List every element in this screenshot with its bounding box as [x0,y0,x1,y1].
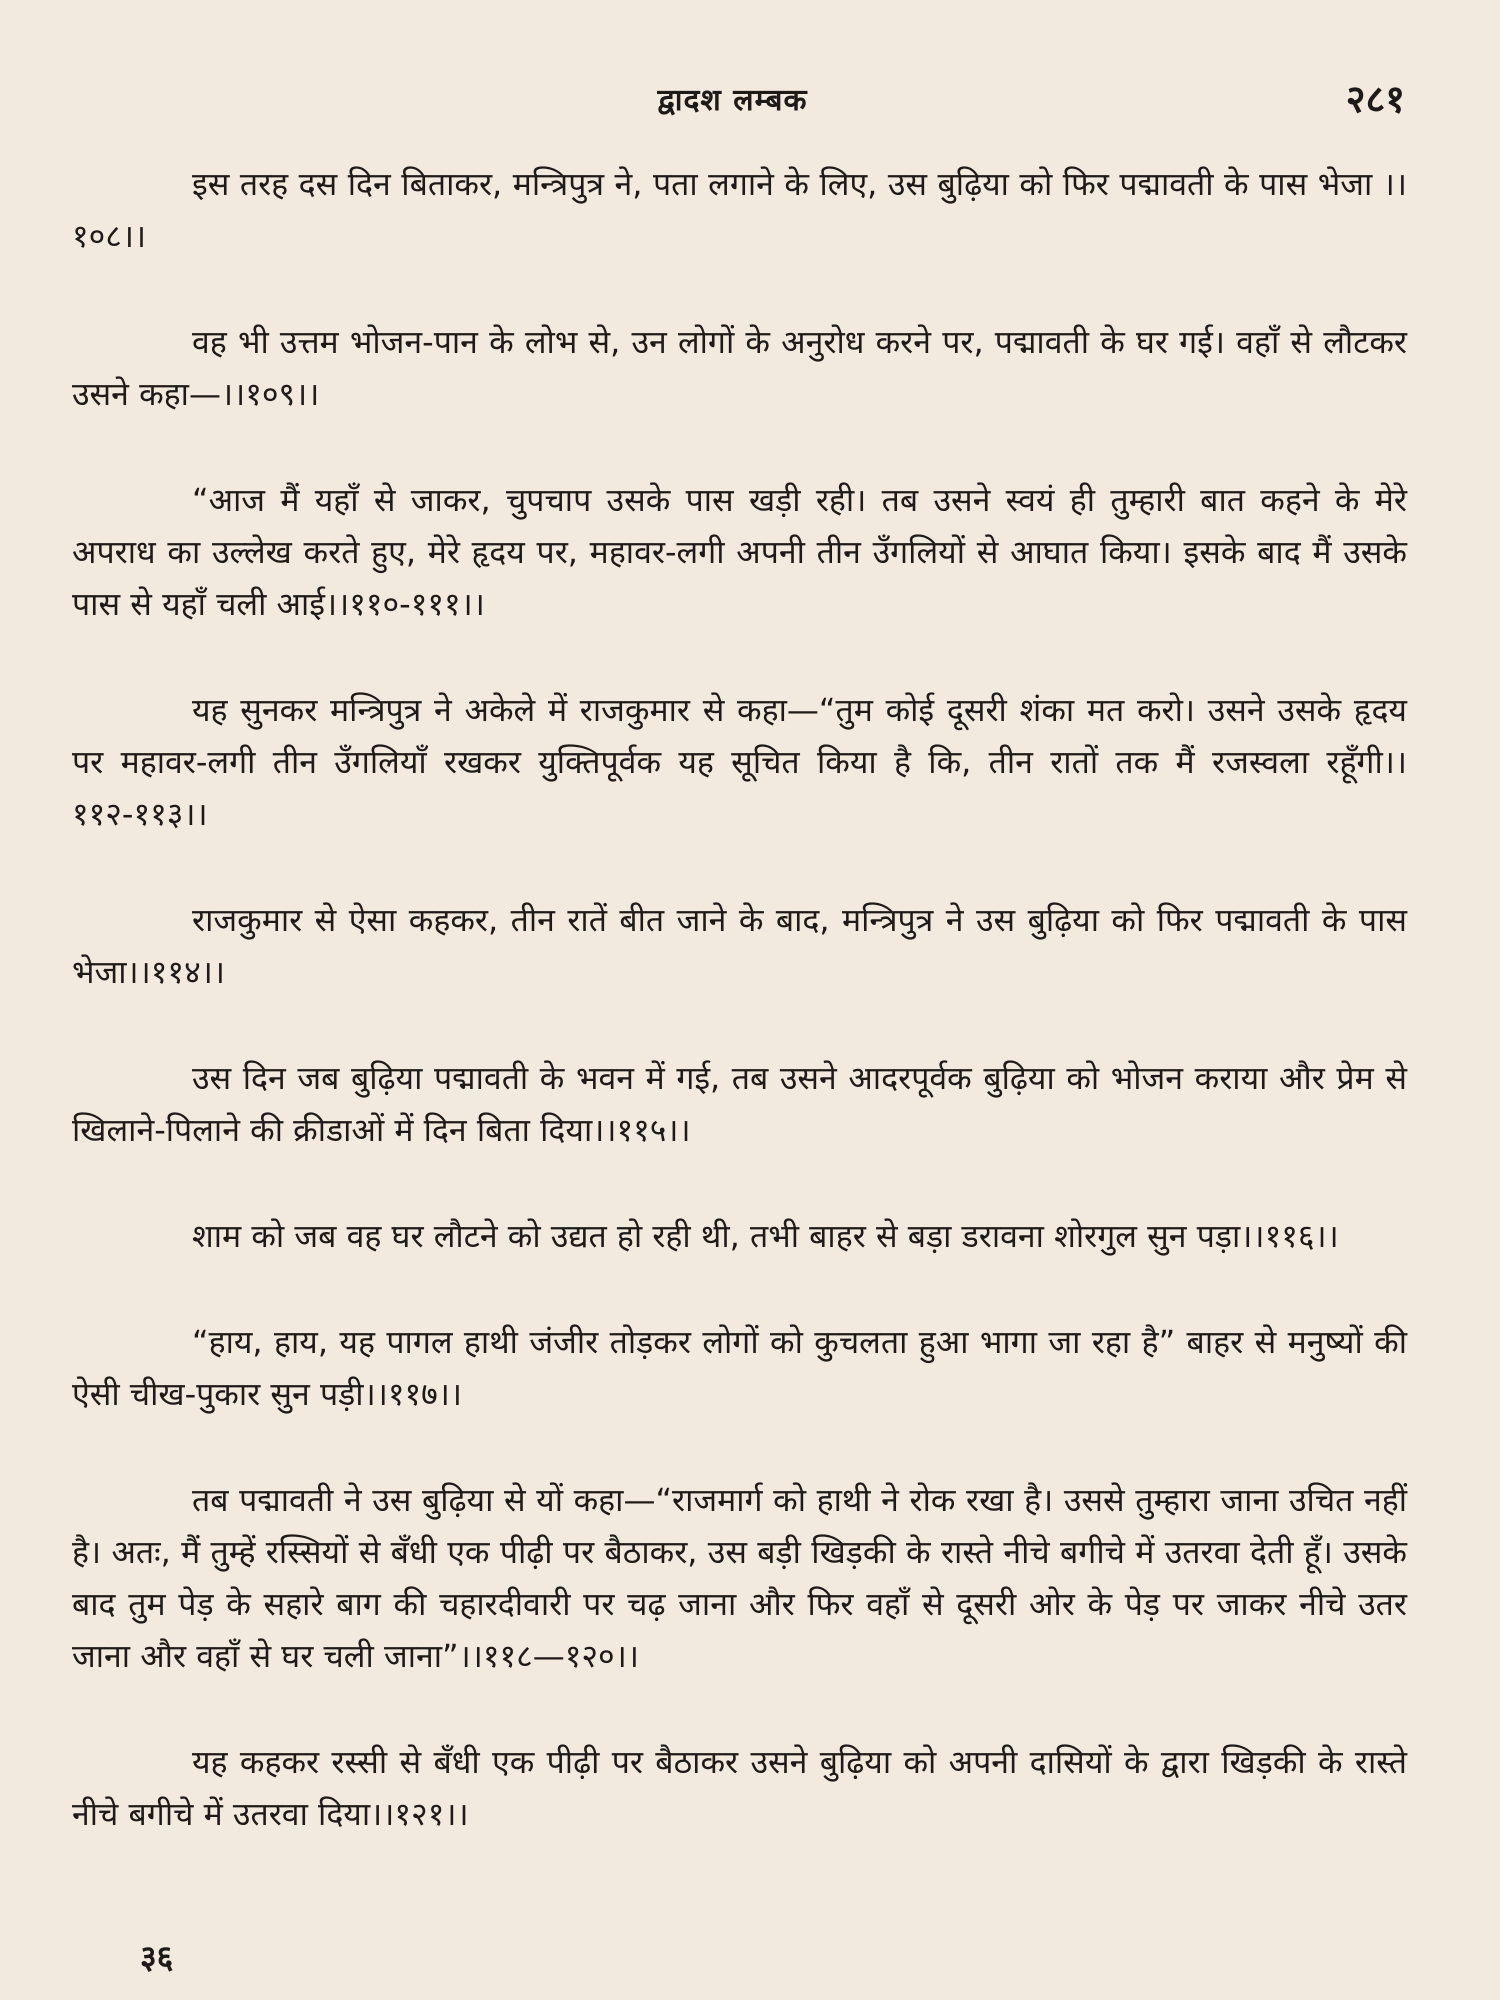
paragraph-108: इस तरह दस दिन बिताकर, मन्त्रिपुत्र ने, पता लगाने के लिए, उस बुढ़िया को फिर पद्मावती के पास भेजा ।।१०८।। [72,165,1407,255]
paragraph-118-120: तब पद्मावती ने उस बुढ़िया से यों कहा—“राजमार्ग को हाथी ने रोक रखा है। उससे तुम्हारा जाना उचित नहीं है। अतः, मैं तुम्हें रस्सियों से बँधी एक पीढ़ी पर बैठाकर, उस बड़ी खिड़की के रास्ते नीचे बगीचे में उतरवा देती हूँ। उसके बाद तुम पेड़ के सहारे बाग की चहारदीवारी पर चढ़ जाना और फिर वहाँ से दूसरी ओर के पेड़ पर जाकर नीचे उतर जाना और वहाँ से घर चली जाना”।।११८—१२०।। [72,1481,1407,1675]
paragraph-115: उस दिन जब बुढ़िया पद्मावती के भवन में गई, तब उसने आदरपूर्वक बुढ़िया को भोजन कराया और प्रेम से खिलाने-पिलाने की क्रीडाओं में दिन बिता दिया।।११५।। [72,1059,1407,1149]
paragraph-121: यह कहकर रस्सी से बँधी एक पीढ़ी पर बैठाकर उसने बुढ़िया को अपनी दासियों के द्वारा खिड़की के रास्ते नीचे बगीचे में उतरवा दिया।।१२१।। [72,1743,1407,1833]
paragraph-110-111: “आज मैं यहाँ से जाकर, चुपचाप उसके पास खड़ी रही। तब उसने स्वयं ही तुम्हारी बात कहने के मेरे अपराध का उल्लेख करते हुए, मेरे हृदय पर, महावर-लगी अपनी तीन उँगलियों से आघात किया। इसके बाद मैं उसके पास से यहाँ चली आई।।११०-१११।। [72,481,1407,623]
paragraph-117: “हाय, हाय, यह पागल हाथी जंजीर तोड़कर लोगों को कुचलता हुआ भागा जा रहा है” बाहर से मनुष्यों की ऐसी चीख-पुकार सुन पड़ी।।११७।। [72,1323,1407,1413]
running-header [60,78,1405,128]
paragraph-116: शाम को जब वह घर लौटने को उद्यत हो रही थी, तभी बाहर से बड़ा डरावना शोरगुल सुन पड़ा।।११६।। [192,1217,1339,1255]
page-body [72,158,1407,1894]
paragraph-112-113: यह सुनकर मन्त्रिपुत्र ने अकेले में राजकुमार से कहा—“तुम कोई दूसरी शंका मत करो। उसने उसके हृदय पर महावर-लगी तीन उँगलियाँ रखकर युक्तिपूर्वक यह सूचित किया है कि, तीन रातों तक मैं रजस्वला रहूँगी।।११२-११३।। [72,691,1407,833]
chapter-title: द्वादश लम्बक [657,83,808,118]
folio-signature: ३६ [140,1938,174,1976]
page-number: २८१ [1345,77,1405,121]
paragraph-109: वह भी उत्तम भोजन-पान के लोभ से, उन लोगों के अनुरोध करने पर, पद्मावती के घर गई। वहाँ से लौटकर उसने कहा—।।१०९।। [72,323,1407,413]
paragraph-114: राजकुमार से ऐसा कहकर, तीन रातें बीत जाने के बाद, मन्त्रिपुत्र ने उस बुढ़िया को फिर पद्मावती के पास भेजा।।११४।। [72,901,1407,991]
